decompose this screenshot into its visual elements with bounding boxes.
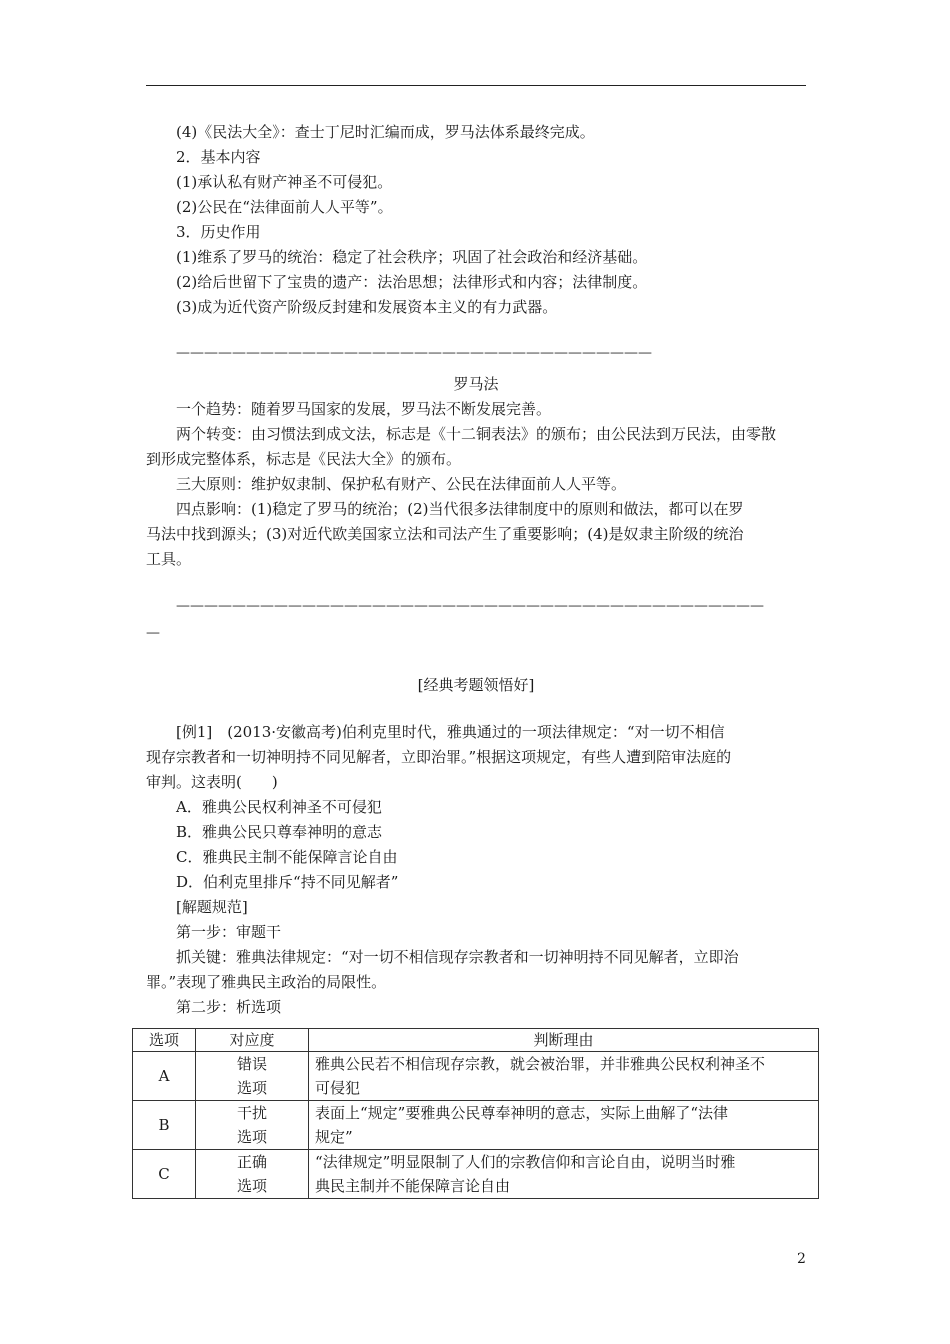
table-header: 判断理由 bbox=[309, 1029, 819, 1052]
header-rule bbox=[146, 85, 806, 86]
reason-text: 典民主制并不能保障言论自由 bbox=[315, 1177, 511, 1195]
dash-divider: —————————————————————————————————— bbox=[176, 345, 652, 361]
key-line: 抓关键：雅典法律规定：“对一切不相信现存宗教者和一切神明持不同见解者，立即治 bbox=[176, 948, 739, 966]
text-line: (1)维系了罗马的统治：稳定了社会秩序；巩固了社会政治和经济基础。 bbox=[176, 248, 648, 266]
section-title: [经典考题领悟好] bbox=[417, 676, 535, 694]
text-line: (4)《民法大全》：查士丁尼时汇编而成，罗马法体系最终完成。 bbox=[176, 123, 595, 141]
reason-cell bbox=[309, 1101, 819, 1150]
text-line: (2)公民在“法律面前人人平等”。 bbox=[176, 198, 393, 216]
reason-text: 可侵犯 bbox=[315, 1079, 361, 1097]
question-line: 审判。这表明( ) bbox=[146, 773, 278, 791]
reason-text: 表面上“规定”要雅典公民尊奉神明的意志，实际上曲解了“法律 bbox=[315, 1104, 729, 1122]
option-a: A．雅典公民权利神圣不可侵犯 bbox=[176, 798, 382, 816]
option-cell: B bbox=[133, 1101, 196, 1150]
degree-text: 正确 bbox=[236, 1153, 267, 1171]
text-line: (2)给后世留下了宝贵的遗产：法治思想；法律形式和内容；法律制度。 bbox=[176, 273, 648, 291]
degree-cell bbox=[196, 1150, 309, 1199]
degree-cell bbox=[196, 1052, 309, 1101]
text-line: (3)成为近代资产阶级反封建和发展资本主义的有力武器。 bbox=[176, 298, 558, 316]
reason-cell bbox=[309, 1052, 819, 1101]
option-cell: C bbox=[133, 1150, 196, 1199]
text-line: 3．历史作用 bbox=[176, 223, 261, 241]
degree-text: 错误 bbox=[236, 1055, 267, 1073]
reason-text: “法律规定”明显限制了人们的宗教信仰和言论自由，说明当时雅 bbox=[315, 1153, 736, 1171]
summary-line: 马法中找到源头；(3)对近代欧美国家立法和司法产生了重要影响；(4)是奴隶主阶级的统治 bbox=[146, 525, 744, 543]
table-row bbox=[133, 1052, 819, 1101]
dash-divider: —————————————————————————————————————————— bbox=[176, 598, 764, 614]
summary-line: 一个趋势：随着罗马国家的发展，罗马法不断发展完善。 bbox=[176, 400, 552, 418]
summary-line: 工具。 bbox=[146, 550, 192, 568]
reason-text: 规定” bbox=[315, 1128, 353, 1146]
degree-text: 选项 bbox=[236, 1177, 267, 1195]
summary-line: 两个转变：由习惯法到成文法，标志是《十二铜表法》的颁布；由公民法到万民法，由零散 bbox=[176, 425, 777, 443]
degree-text: 干扰 bbox=[236, 1104, 267, 1122]
degree-text: 选项 bbox=[236, 1079, 267, 1097]
analysis-table bbox=[132, 1028, 819, 1199]
reason-text: 雅典公民若不相信现存宗教，就会被治罪，并非雅典公民权利神圣不 bbox=[315, 1055, 766, 1073]
option-b: B．雅典公民只尊奉神明的意志 bbox=[176, 823, 383, 841]
text-line: (1)承认私有财产神圣不可侵犯。 bbox=[176, 173, 393, 191]
option-cell: A bbox=[133, 1052, 196, 1101]
degree-text: 选项 bbox=[236, 1128, 267, 1146]
question-line: [例1] (2013·安徽高考)伯利克里时代，雅典通过的一项法律规定：“对一切不相信 bbox=[176, 723, 725, 741]
solution-heading: [解题规范] bbox=[176, 898, 248, 916]
question-line: 现存宗教者和一切神明持不同见解者，立即治罪。”根据这项规定，有些人遭到陪审法庭的 bbox=[146, 748, 732, 766]
step-heading: 第一步：审题干 bbox=[176, 923, 282, 941]
key-line: 罪。”表现了雅典民主政治的局限性。 bbox=[146, 973, 387, 991]
summary-line: 四点影响：(1)稳定了罗马的统治；(2)当代很多法律制度中的原则和做法，都可以在罗 bbox=[176, 500, 744, 518]
table-header-row bbox=[133, 1029, 819, 1052]
table-header: 对应度 bbox=[196, 1029, 309, 1052]
reason-cell bbox=[309, 1150, 819, 1199]
option-c: C．雅典民主制不能保障言论自由 bbox=[176, 848, 398, 866]
table-header: 选项 bbox=[133, 1029, 196, 1052]
degree-cell bbox=[196, 1101, 309, 1150]
page-number: 2 bbox=[797, 1251, 806, 1267]
option-d: D．伯利克里排斥“持不同见解者” bbox=[176, 873, 399, 891]
summary-title: 罗马法 bbox=[453, 375, 499, 393]
summary-line: 三大原则：维护奴隶制、保护私有财产、公民在法律面前人人平等。 bbox=[176, 475, 627, 493]
text-line: 2．基本内容 bbox=[176, 148, 261, 166]
step-heading: 第二步：析选项 bbox=[176, 998, 282, 1016]
summary-line: 到形成完整体系，标志是《民法大全》的颁布。 bbox=[146, 450, 462, 468]
table-row bbox=[133, 1101, 819, 1150]
table-row bbox=[133, 1150, 819, 1199]
dash-divider: — bbox=[146, 625, 160, 641]
